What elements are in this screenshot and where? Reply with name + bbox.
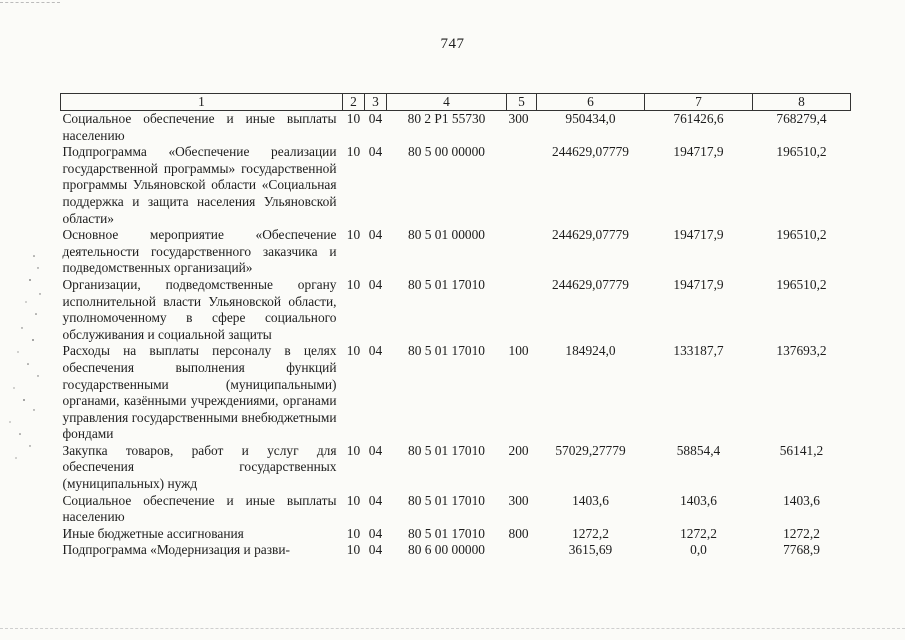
- row-amount-1: 184924,0: [565, 343, 616, 359]
- row-expense-type: 300: [508, 111, 529, 126]
- header-col-8: 8: [753, 94, 851, 111]
- scan-edge-top: [0, 2, 60, 4]
- row-amount-1: 244629,07779: [552, 144, 629, 160]
- row-subsection: 04: [368, 442, 383, 458]
- row-target-code: 80 5 01 17010: [408, 492, 485, 508]
- row-subsection: 04: [368, 144, 383, 160]
- row-amount-3: 56141,2: [779, 442, 824, 458]
- row-name: Социальное обеспечение и иные выплаты населению: [62, 111, 337, 143]
- row-name: Расходы на выплаты персоналу в целях обеспечения выполнения функций государственными (муниципальными) органами, казёнными учреждениями, органами управления государственными внебюджетными фондами: [62, 343, 337, 442]
- scan-noise-marks: [0, 250, 48, 470]
- row-section: 10: [346, 542, 361, 558]
- row-subsection: 04: [368, 492, 383, 508]
- row-amount-2: 0,0: [690, 542, 707, 558]
- row-section: 10: [346, 525, 361, 541]
- row-amount-1: 57029,27779: [555, 442, 626, 458]
- row-amount-3: 1272,2: [783, 525, 820, 541]
- row-expense-type: 300: [508, 492, 529, 508]
- row-section: 10: [346, 343, 361, 359]
- row-expense-type: [507, 277, 537, 343]
- header-col-6: 6: [537, 94, 645, 111]
- table-row: [61, 526, 851, 543]
- row-expense-type: [507, 542, 537, 559]
- row-section: 10: [346, 492, 361, 508]
- table-row: [61, 277, 851, 343]
- header-col-5: 5: [507, 94, 537, 111]
- row-expense-type: 100: [508, 343, 529, 359]
- row-name: Подпрограмма «Обеспечение реализации государственной программы» государственной программы Ульяновской области «Социальная поддержка и защита населения Ульяновской области»: [62, 144, 337, 226]
- header-col-1: 1: [61, 94, 343, 111]
- table-row: [61, 144, 851, 227]
- row-name: Социальное обеспечение и иные выплаты населению: [62, 492, 337, 525]
- row-amount-3: 196510,2: [776, 276, 827, 292]
- row-amount-1: 244629,07779: [552, 276, 629, 292]
- row-amount-2: 133187,7: [673, 343, 724, 359]
- table-row: [61, 493, 851, 526]
- row-name: Основное мероприятие «Обеспечение деятельности государственного заказчика и подведомственных организаций»: [62, 227, 337, 276]
- header-col-3: 3: [365, 94, 387, 111]
- table-header: [61, 94, 851, 111]
- row-amount-2: 1403,6: [680, 492, 717, 508]
- row-target-code: 80 5 01 17010: [408, 343, 485, 359]
- row-amount-2: 194717,9: [673, 227, 724, 243]
- row-subsection: 04: [368, 525, 383, 541]
- row-amount-3: 196510,2: [776, 144, 827, 160]
- table-row: [61, 343, 851, 443]
- row-subsection: 04: [368, 227, 383, 243]
- row-target-code: 80 5 01 00000: [408, 227, 485, 243]
- scan-edge-bottom: [0, 628, 905, 630]
- row-amount-2: 1272,2: [680, 525, 717, 541]
- row-amount-1: 950434,0: [565, 111, 616, 126]
- header-row: [61, 94, 851, 111]
- table-body: [61, 111, 851, 560]
- row-subsection: 04: [368, 276, 383, 292]
- row-amount-2: 761426,6: [673, 111, 724, 126]
- row-name: Закупка товаров, работ и услуг для обеспечения государственных (муниципальных) нужд: [62, 442, 337, 492]
- row-expense-type: [507, 144, 537, 227]
- row-amount-1: 244629,07779: [552, 227, 629, 243]
- row-section: 10: [346, 227, 361, 243]
- row-name: Иные бюджетные ассигнования: [62, 525, 244, 541]
- table-row: [61, 542, 851, 559]
- row-amount-2: 194717,9: [673, 276, 724, 292]
- row-expense-type: [507, 227, 537, 277]
- table-row: [61, 227, 851, 277]
- row-name: Организации, подведомственные органу исполнительной власти Ульяновской области, уполномоченному в сфере социального обслуживания и социальной защиты: [62, 276, 337, 342]
- table-row: [61, 443, 851, 493]
- row-amount-3: 137693,2: [776, 343, 827, 359]
- row-expense-type: 800: [508, 525, 529, 541]
- row-section: 10: [346, 111, 361, 126]
- row-amount-3: 1403,6: [783, 492, 820, 508]
- header-col-2: 2: [343, 94, 365, 111]
- table-row: [61, 111, 851, 145]
- budget-table: [60, 93, 851, 559]
- header-col-7: 7: [645, 94, 753, 111]
- row-section: 10: [346, 442, 361, 458]
- row-amount-1: 1272,2: [572, 525, 609, 541]
- row-subsection: 04: [368, 111, 383, 126]
- row-amount-3: 7768,9: [783, 542, 820, 558]
- row-amount-3: 196510,2: [776, 227, 827, 243]
- row-target-code: 80 5 00 00000: [408, 144, 485, 160]
- row-amount-1: 1403,6: [572, 492, 609, 508]
- row-target-code: 80 6 00 00000: [408, 542, 485, 558]
- row-subsection: 04: [368, 542, 383, 558]
- row-section: 10: [346, 144, 361, 160]
- row-subsection: 04: [368, 343, 383, 359]
- row-expense-type: 200: [508, 442, 529, 458]
- row-name: Подпрограмма «Модернизация и разви-: [62, 542, 290, 558]
- row-target-code: 80 5 01 17010: [408, 442, 485, 458]
- row-amount-2: 58854,4: [676, 442, 721, 458]
- row-target-code: 80 5 01 17010: [408, 525, 485, 541]
- page-number: 747: [440, 36, 465, 52]
- row-section: 10: [346, 276, 361, 292]
- header-col-4: 4: [387, 94, 507, 111]
- row-amount-2: 194717,9: [673, 144, 724, 160]
- row-amount-3: 768279,4: [776, 111, 827, 126]
- row-target-code: 80 5 01 17010: [408, 276, 485, 292]
- row-target-code: 80 2 P1 55730: [407, 111, 486, 126]
- row-amount-1: 3615,69: [568, 542, 613, 558]
